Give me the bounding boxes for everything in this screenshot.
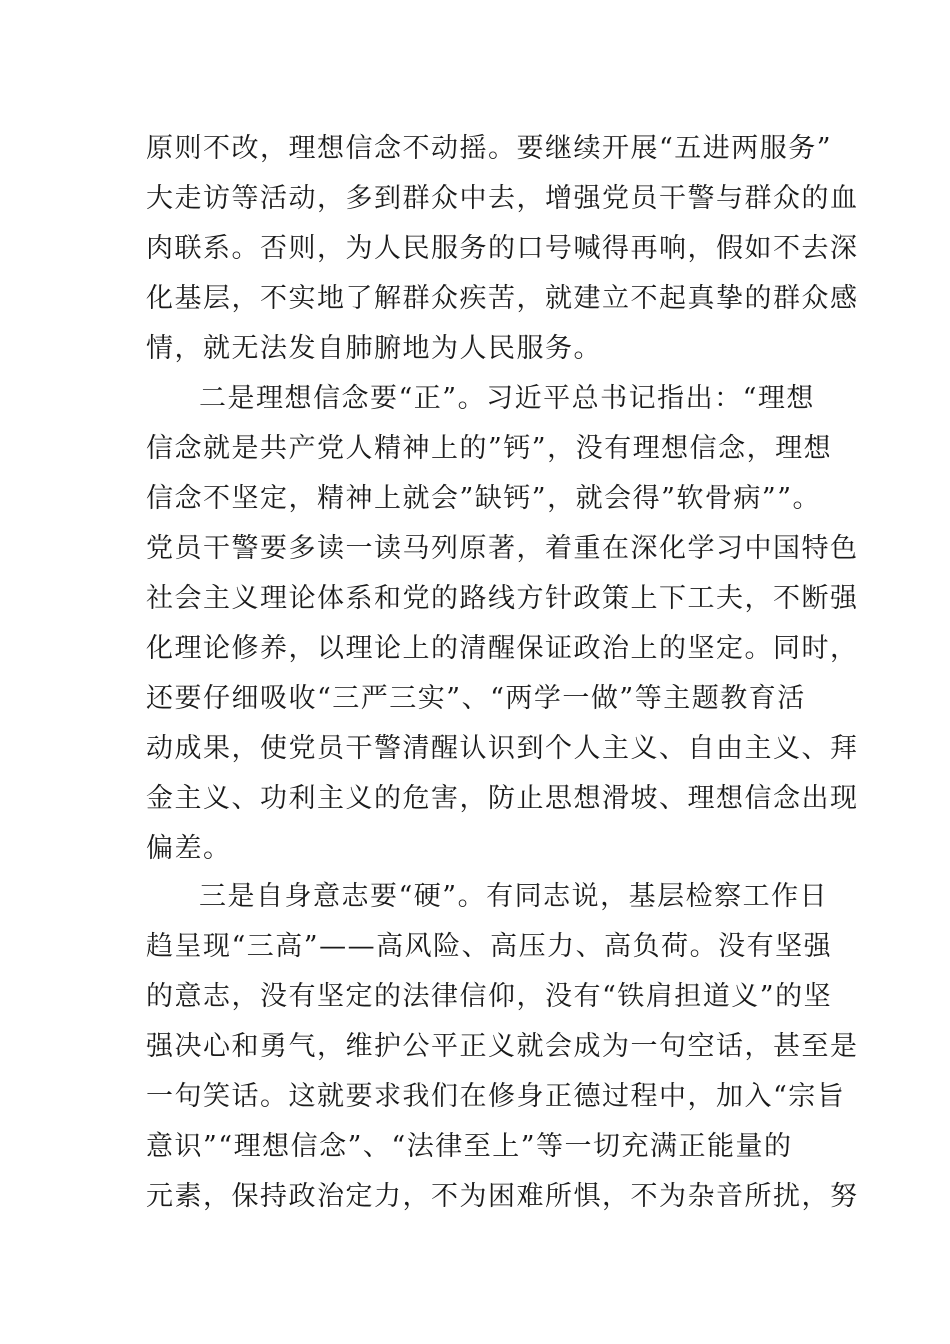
- text-line: 强决心和勇气，维护公平正义就会成为一句空话，甚至是: [146, 1031, 859, 1062]
- text-line: 化理论修养，以理论上的清醒保证政治上的坚定。同时，: [146, 633, 859, 664]
- text-line: 偏差。: [146, 833, 232, 864]
- text-line: 元素，保持政治定力，不为困难所惧，不为杂音所扰，努: [146, 1181, 859, 1212]
- text-line: 一句笑话。这就要求我们在修身正德过程中，加入“宗旨: [146, 1081, 846, 1112]
- paragraph-start-line: 三是自身意志要“硬”。有同志说，基层检察工作日: [199, 881, 829, 912]
- text-line: 意识”“理想信念”、“法律至上”等一切充满正能量的: [146, 1131, 793, 1162]
- text-line: 社会主义理论体系和党的路线方针政策上下工夫，不断强: [146, 583, 859, 614]
- text-line: 大走访等活动，多到群众中去，增强党员干警与群众的血: [146, 183, 859, 214]
- text-line: 信念就是共产党人精神上的”钙”，没有理想信念，理想: [146, 433, 833, 464]
- text-line: 信念不坚定，精神上就会”缺钙”，就会得”软骨病””。: [146, 483, 822, 514]
- text-line: 肉联系。否则，为人民服务的口号喊得再响，假如不去深: [146, 233, 859, 264]
- text-line: 原则不改，理想信念不动摇。要继续开展“五进两服务”: [146, 133, 833, 164]
- paragraph-start-line: 二是理想信念要“正”。习近平总书记指出：“理想: [199, 383, 815, 414]
- text-line: 化基层，不实地了解群众疾苦，就建立不起真挚的群众感: [146, 283, 859, 314]
- text-line: 金主义、功利主义的危害，防止思想滑坡、理想信念出现: [146, 783, 859, 814]
- text-line: 党员干警要多读一读马列原著，着重在深化学习中国特色: [146, 533, 859, 564]
- text-line: 的意志，没有坚定的法律信仰，没有“铁肩担道义”的坚: [146, 981, 833, 1012]
- text-line: 趋呈现“三高”——高风险、高压力、高负荷。没有坚强: [146, 931, 833, 962]
- text-line: 动成果，使党员干警清醒认识到个人主义、自由主义、拜: [146, 733, 859, 764]
- text-line: 还要仔细吸收“三严三实”、“两学一做”等主题教育活: [146, 683, 806, 714]
- text-line: 情，就无法发自肺腑地为人民服务。: [146, 333, 602, 364]
